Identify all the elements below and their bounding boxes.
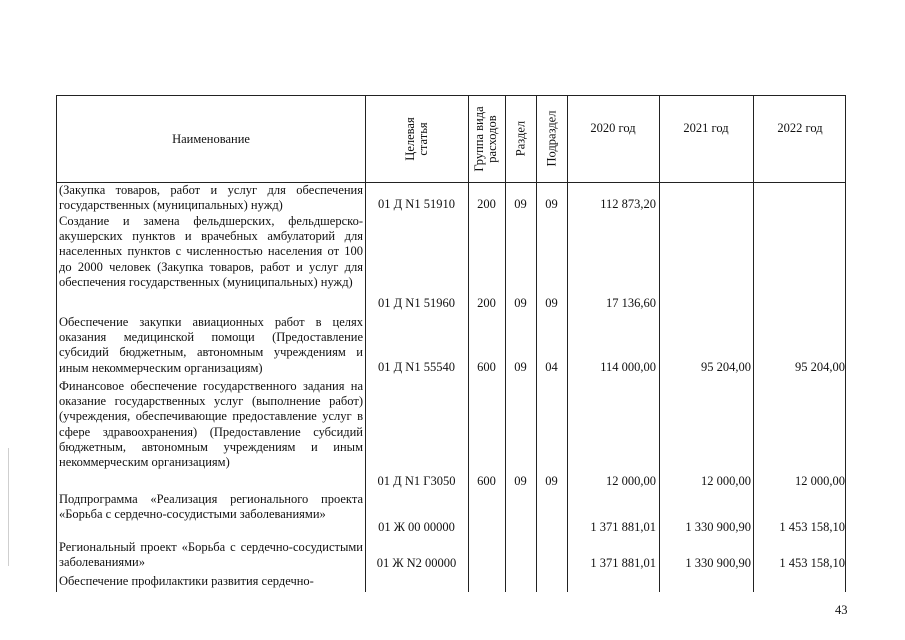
row-2022: 1 453 158,10 <box>779 556 845 570</box>
row-code: 01 Д N1 Г3050 <box>377 474 456 488</box>
scan-edge-mark <box>8 448 9 566</box>
row-2021: 1 330 900,90 <box>685 520 751 534</box>
row-2021: 1 330 900,90 <box>685 556 751 570</box>
row-section: 09 <box>514 197 527 211</box>
row-2020: 1 371 881,01 <box>590 520 656 534</box>
header-section: Раздел <box>513 120 528 157</box>
row-section: 09 <box>514 296 527 310</box>
row-code: 01 Ж N2 00000 <box>376 556 457 570</box>
row-group: 200 <box>477 197 496 211</box>
row-2021: 12 000,00 <box>701 474 751 488</box>
row-2020: 112 873,20 <box>600 197 656 211</box>
row-code: 01 Д N1 51910 <box>378 197 455 211</box>
row-2022: 1 453 158,10 <box>779 520 845 534</box>
header-name: Наименование <box>172 132 250 146</box>
row-code: 01 Ж 00 00000 <box>378 520 455 534</box>
row-2020: 12 000,00 <box>606 474 656 488</box>
row-subsection: 04 <box>545 360 558 374</box>
row-2020: 1 371 881,01 <box>590 556 656 570</box>
row-name: Создание и замена фельдшерских, фельдшерско-акушерских пунктов и врачебных амбулаторий для населенных пунктов с численностью населения от 100 до 2000 человек (Закупка товаров, работ и услуг для обеспечения государственных (муниципальных) нужд) <box>59 214 363 289</box>
header-expense-group: Группа вида расходов <box>472 106 499 172</box>
row-subsection: 09 <box>545 296 558 310</box>
row-section: 09 <box>514 360 527 374</box>
row-group: 200 <box>477 296 496 310</box>
row-2020: 114 000,00 <box>600 360 656 374</box>
row-2020: 17 136,60 <box>606 296 656 310</box>
row-code: 01 Д N1 55540 <box>378 360 455 374</box>
row-group: 600 <box>477 474 496 488</box>
row-2022: 95 204,00 <box>795 360 845 374</box>
row-name: (Закупка товаров, работ и услуг для обеспечения государственных (муниципальных) нужд) <box>59 183 363 213</box>
header-2022: 2022 год <box>777 121 823 135</box>
row-code: 01 Д N1 51960 <box>378 296 455 310</box>
row-2022: 12 000,00 <box>795 474 845 488</box>
row-subsection: 09 <box>545 197 558 211</box>
budget-table <box>56 95 846 592</box>
row-name: Финансовое обеспечение государственного задания на оказание государственных услуг (выполнение работ) (учреждения, обеспечивающие предоставление услуг в сфере здравоохранения) (Предоставление субсидий бюджетным, автономным учреждениям и иным некоммерческим организациям) <box>59 379 363 470</box>
header-subsection: Подраздел <box>544 110 559 167</box>
row-2021: 95 204,00 <box>701 360 751 374</box>
header-2020: 2020 год <box>590 121 636 135</box>
page-number: 43 <box>835 603 848 617</box>
row-name: Региональный проект «Борьба с сердечно-сосудистыми заболеваниями» <box>59 540 363 570</box>
row-name: Подпрограмма «Реализация регионального проекта «Борьба с сердечно-сосудистыми заболеваниями» <box>59 492 363 522</box>
row-name: Обеспечение профилактики развития сердечно- <box>59 574 314 588</box>
row-group: 600 <box>477 360 496 374</box>
row-subsection: 09 <box>545 474 558 488</box>
header-target-article: Целевая статья <box>403 117 430 161</box>
row-name: Обеспечение закупки авиационных работ в целях оказания медицинской помощи (Предоставление субсидий бюджетным, автономным учреждениям и иным некоммерческим организациям) <box>59 315 363 375</box>
header-2021: 2021 год <box>683 121 729 135</box>
row-section: 09 <box>514 474 527 488</box>
